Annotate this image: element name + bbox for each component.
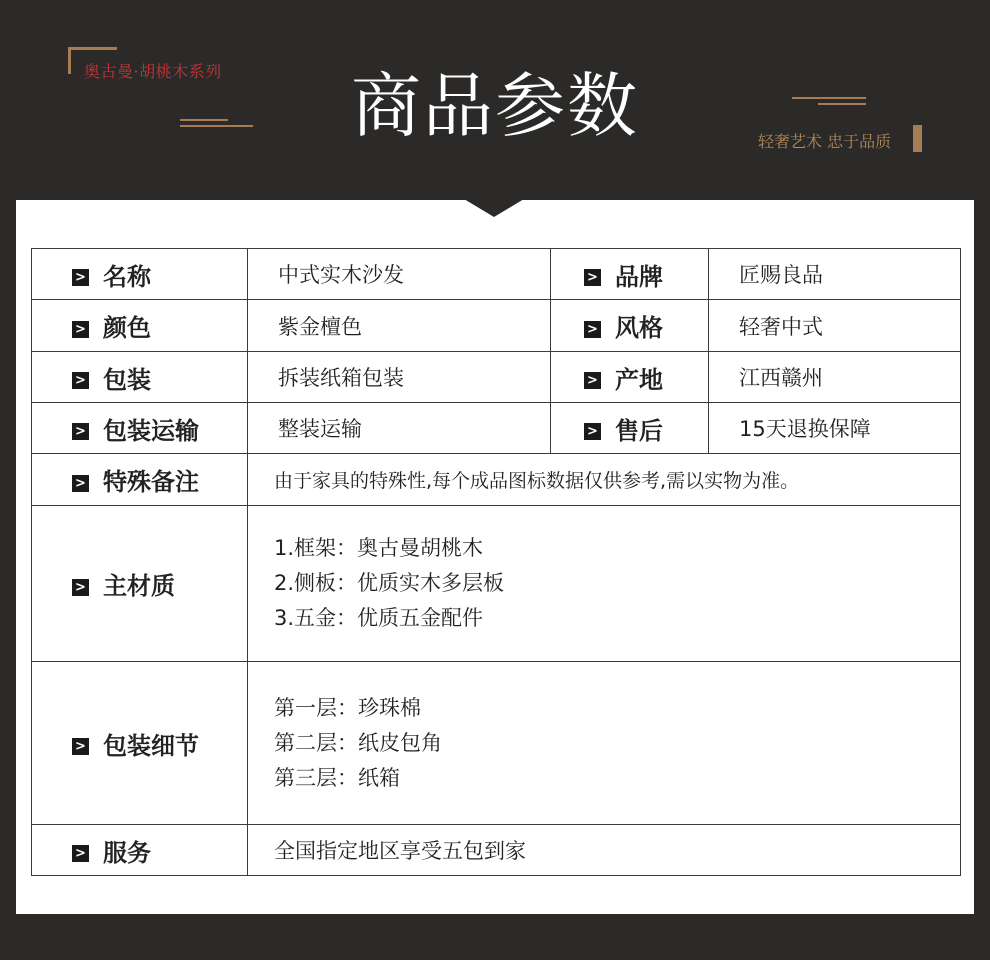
header xyxy=(0,0,990,200)
arrow-right-icon: > xyxy=(584,269,601,286)
material-line: 2.侧板：优质实木多层板 xyxy=(274,571,505,595)
table-row xyxy=(32,825,961,876)
packing-line: 第二层：纸皮包角 xyxy=(274,730,442,755)
arrow-right-icon: > xyxy=(584,423,601,440)
param-value: 整装运输 xyxy=(248,403,551,454)
param-value: 15天退换保障 xyxy=(709,403,961,454)
param-label: > 售后 xyxy=(551,403,709,454)
service-value: 全国指定地区享受五包到家 xyxy=(248,825,961,876)
table-row xyxy=(32,506,961,662)
params-table xyxy=(31,248,961,876)
table-row xyxy=(32,662,961,825)
arrow-right-icon: > xyxy=(72,269,89,286)
param-label: > 风格 xyxy=(551,300,709,352)
note-value: 由于家具的特殊性,每个成品图标数据仅供参考,需以实物为准。 xyxy=(248,454,961,506)
table-row xyxy=(32,352,961,403)
deco-line xyxy=(818,103,866,105)
param-value: 拆装纸箱包装 xyxy=(248,352,551,403)
table-row xyxy=(32,300,961,352)
param-label: > 包装运输 xyxy=(32,403,248,454)
param-value: 匠赐良品 xyxy=(709,249,961,300)
param-label: > 颜色 xyxy=(32,300,248,352)
material-list xyxy=(248,506,961,662)
param-label: > 特殊备注 xyxy=(32,454,248,506)
table-row xyxy=(32,403,961,454)
arrow-right-icon: > xyxy=(72,845,89,862)
arrow-right-icon: > xyxy=(72,321,89,338)
param-value: 轻奢中式 xyxy=(709,300,961,352)
packing-line: 第三层：纸箱 xyxy=(274,765,400,790)
param-label: > 包装 xyxy=(32,352,248,403)
param-label: > 名称 xyxy=(32,249,248,300)
arrow-right-icon: > xyxy=(72,475,89,492)
brand-series-text: 奥古曼·胡桃木系列 xyxy=(84,62,222,81)
material-line: 1.框架：奥古曼胡桃木 xyxy=(274,536,484,560)
panel-notch xyxy=(464,199,524,217)
param-value: 中式实木沙发 xyxy=(248,249,551,300)
arrow-right-icon: > xyxy=(584,372,601,389)
material-line: 3.五金：优质五金配件 xyxy=(274,606,484,630)
deco-line xyxy=(792,97,866,99)
param-label: > 产地 xyxy=(551,352,709,403)
param-label: > 包装细节 xyxy=(32,662,248,825)
packing-line: 第一层：珍珠棉 xyxy=(274,695,421,720)
arrow-right-icon: > xyxy=(72,579,89,596)
slogan-text: 轻奢艺术 忠于品质 xyxy=(758,132,892,151)
arrow-right-icon: > xyxy=(584,321,601,338)
param-value: 紫金檀色 xyxy=(248,300,551,352)
param-value: 江西赣州 xyxy=(709,352,961,403)
page-title: 商品参数 xyxy=(351,65,639,147)
param-label: > 主材质 xyxy=(32,506,248,662)
table-row xyxy=(32,454,961,506)
param-label: > 服务 xyxy=(32,825,248,876)
packing-list xyxy=(248,662,961,825)
arrow-right-icon: > xyxy=(72,423,89,440)
param-label: > 品牌 xyxy=(551,249,709,300)
arrow-right-icon: > xyxy=(72,372,89,389)
table-row xyxy=(32,249,961,300)
slogan-bar-decoration xyxy=(913,125,922,152)
arrow-right-icon: > xyxy=(72,738,89,755)
